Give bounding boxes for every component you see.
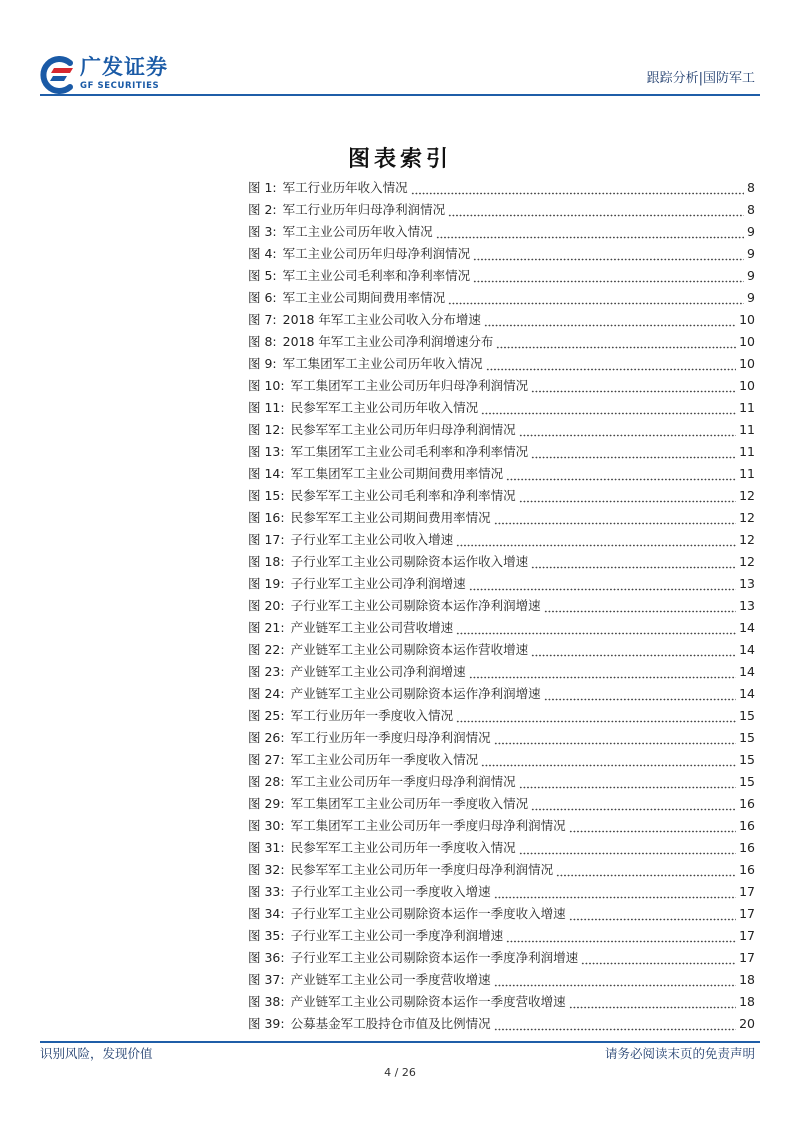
figure-index-entry — [248, 617, 755, 639]
dot-leader — [436, 221, 744, 243]
figure-page-number: 9 — [747, 268, 755, 283]
figure-page-number: 18 — [739, 972, 755, 987]
page-title: 图表索引 — [347, 147, 452, 172]
figure-title: 军工集团军工主业公司历年一季度归母净利润情况 — [290, 818, 566, 833]
figure-page-number: 12 — [739, 554, 755, 569]
figure-page-number: 9 — [747, 224, 755, 239]
figure-page-number: 15 — [739, 752, 755, 767]
figure-index-entry — [248, 397, 755, 419]
figure-title: 军工行业历年一季度归母净利润情况 — [290, 730, 491, 745]
figure-title: 民参军军工主业公司期间费用率情况 — [290, 510, 491, 525]
figure-title: 军工集团军工主业公司期间费用率情况 — [290, 466, 504, 481]
figure-label: 图 19: — [248, 576, 285, 591]
figure-label: 图 1: — [248, 180, 277, 195]
figure-title: 产业链军工主业公司营收增速 — [290, 620, 454, 635]
figure-title: 公募基金军工股持仓市值及比例情况 — [290, 1016, 491, 1031]
dot-leader — [519, 771, 736, 793]
footer-disclaimer-note: 请务必阅读末页的免责声明 — [604, 1046, 755, 1061]
figure-label: 图 3: — [248, 224, 277, 239]
footer-slogan: 识别风险，发现价值 — [40, 1046, 153, 1061]
figure-page-number: 14 — [739, 620, 755, 635]
dot-leader — [531, 375, 736, 397]
figure-label: 图 38: — [248, 994, 285, 1009]
figure-page-number: 8 — [747, 180, 755, 195]
dot-leader — [469, 661, 736, 683]
figure-title: 民参军军工主业公司毛利率和净利率情况 — [290, 488, 516, 503]
figure-page-number: 17 — [739, 884, 755, 899]
dot-leader — [456, 529, 736, 551]
gf-securities-logo-icon — [40, 56, 76, 94]
figure-label: 图 11: — [248, 400, 285, 415]
figure-index-entry — [248, 705, 755, 727]
figure-page-number: 12 — [739, 488, 755, 503]
dot-leader — [473, 243, 744, 265]
figure-label: 图 5: — [248, 268, 277, 283]
figure-page-number: 11 — [739, 400, 755, 415]
dot-leader — [569, 815, 736, 837]
dot-leader — [448, 199, 744, 221]
figure-page-number: 17 — [739, 928, 755, 943]
dot-leader — [581, 947, 736, 969]
figure-label: 图 9: — [248, 356, 277, 371]
dot-leader — [569, 903, 736, 925]
dot-leader — [531, 551, 736, 573]
figure-page-number: 18 — [739, 994, 755, 1009]
dot-leader — [481, 397, 736, 419]
dot-leader — [494, 969, 736, 991]
figure-index-entry — [248, 837, 755, 859]
figure-label: 图 31: — [248, 840, 285, 855]
figure-title: 军工集团军工主业公司历年归母净利润情况 — [290, 378, 529, 393]
figure-title: 子行业军工主业公司剔除资本运作收入增速 — [290, 554, 529, 569]
figure-index-entry — [248, 265, 755, 287]
dot-leader — [556, 859, 736, 881]
dot-leader — [519, 485, 736, 507]
figure-index-entry — [248, 925, 755, 947]
figure-label: 图 25: — [248, 708, 285, 723]
dot-leader — [456, 705, 736, 727]
figure-page-number: 9 — [747, 246, 755, 261]
dot-leader — [569, 991, 736, 1013]
figure-title: 2018 年军工主业公司收入分布增速 — [282, 312, 481, 327]
figure-title: 民参军军工主业公司历年收入情况 — [290, 400, 479, 415]
figure-title: 民参军军工主业公司历年一季度收入情况 — [290, 840, 516, 855]
figure-page-number: 14 — [739, 686, 755, 701]
figure-label: 图 30: — [248, 818, 285, 833]
figure-title: 2018 年军工主业公司净利润增速分布 — [282, 334, 494, 349]
figure-index-entry — [248, 1013, 755, 1035]
figure-title: 产业链军工主业公司一季度营收增速 — [290, 972, 491, 987]
dot-leader — [481, 749, 736, 771]
figure-page-number: 9 — [747, 290, 755, 305]
figure-label: 图 20: — [248, 598, 285, 613]
figure-page-number: 17 — [739, 906, 755, 921]
dot-leader — [469, 573, 736, 595]
figure-label: 图 12: — [248, 422, 285, 437]
figure-page-number: 11 — [739, 466, 755, 481]
dot-leader — [456, 617, 736, 639]
figure-label: 图 18: — [248, 554, 285, 569]
figure-title: 军工主业公司毛利率和净利率情况 — [282, 268, 471, 283]
figure-index-entry — [248, 353, 755, 375]
dot-leader — [484, 309, 736, 331]
figure-label: 图 34: — [248, 906, 285, 921]
figure-title: 产业链军工主业公司剔除资本运作营收增速 — [290, 642, 529, 657]
figure-page-number: 12 — [739, 532, 755, 547]
figure-page-number: 11 — [739, 422, 755, 437]
figure-title: 军工主业公司历年一季度收入情况 — [290, 752, 479, 767]
figure-page-number: 14 — [739, 664, 755, 679]
dot-leader — [486, 353, 736, 375]
figure-index-entry — [248, 243, 755, 265]
figure-label: 图 27: — [248, 752, 285, 767]
figure-label: 图 36: — [248, 950, 285, 965]
figure-label: 图 28: — [248, 774, 285, 789]
figure-label: 图 21: — [248, 620, 285, 635]
figure-title: 民参军军工主业公司历年一季度归母净利润情况 — [290, 862, 554, 877]
figure-label: 图 32: — [248, 862, 285, 877]
figure-title: 产业链军工主业公司剔除资本运作一季度营收增速 — [290, 994, 566, 1009]
dot-leader — [531, 639, 736, 661]
figure-label: 图 14: — [248, 466, 285, 481]
figure-label: 图 4: — [248, 246, 277, 261]
dot-leader — [531, 441, 736, 463]
figure-index-entry — [248, 793, 755, 815]
figure-page-number: 10 — [739, 334, 755, 349]
figure-index-entry — [248, 683, 755, 705]
figure-title: 子行业军工主业公司剔除资本运作一季度净利润增速 — [290, 950, 579, 965]
figure-page-number: 16 — [739, 796, 755, 811]
figure-index-entry — [248, 903, 755, 925]
dot-leader — [519, 837, 736, 859]
figure-index-entry — [248, 221, 755, 243]
figure-index-entry — [248, 771, 755, 793]
figure-index-entry — [248, 529, 755, 551]
figure-page-number: 17 — [739, 950, 755, 965]
figure-index-entry — [248, 331, 755, 353]
figure-label: 图 26: — [248, 730, 285, 745]
figure-index-entry — [248, 881, 755, 903]
figure-title: 子行业军工主业公司剔除资本运作净利润增速 — [290, 598, 541, 613]
figure-index-entry — [248, 309, 755, 331]
figure-title: 军工行业历年归母净利润情况 — [282, 202, 446, 217]
figure-title: 军工主业公司期间费用率情况 — [282, 290, 446, 305]
figure-label: 图 15: — [248, 488, 285, 503]
figure-index-entry — [248, 419, 755, 441]
figure-label: 图 10: — [248, 378, 285, 393]
figure-index-entry — [248, 507, 755, 529]
dot-leader — [473, 265, 744, 287]
figure-label: 图 29: — [248, 796, 285, 811]
dot-leader — [544, 683, 736, 705]
figure-title: 民参军军工主业公司历年归母净利润情况 — [290, 422, 516, 437]
figure-label: 图 24: — [248, 686, 285, 701]
figure-page-number: 12 — [739, 510, 755, 525]
figure-title: 军工集团军工主业公司毛利率和净利率情况 — [290, 444, 529, 459]
dot-leader — [494, 727, 736, 749]
figure-page-number: 16 — [739, 840, 755, 855]
figure-page-number: 20 — [739, 1016, 755, 1031]
figure-index-entry — [248, 991, 755, 1013]
figure-label: 图 7: — [248, 312, 277, 327]
figure-index-entry — [248, 485, 755, 507]
figure-label: 图 8: — [248, 334, 277, 349]
header-divider — [40, 94, 760, 96]
figure-label: 图 2: — [248, 202, 277, 217]
figure-title: 子行业军工主业公司剔除资本运作一季度收入增速 — [290, 906, 566, 921]
figure-label: 图 33: — [248, 884, 285, 899]
figure-index-entry — [248, 947, 755, 969]
logo-chinese-name: 广发证券 — [80, 55, 168, 79]
figure-label: 图 17: — [248, 532, 285, 547]
figure-label: 图 6: — [248, 290, 277, 305]
dot-leader — [494, 1013, 736, 1035]
figure-page-number: 11 — [739, 444, 755, 459]
dot-leader — [506, 463, 736, 485]
figure-index-list — [248, 177, 755, 1035]
figure-title: 子行业军工主业公司收入增速 — [290, 532, 454, 547]
figure-index-entry — [248, 859, 755, 881]
figure-page-number: 13 — [739, 576, 755, 591]
figure-label: 图 35: — [248, 928, 285, 943]
figure-page-number: 10 — [739, 378, 755, 393]
figure-label: 图 39: — [248, 1016, 285, 1031]
figure-label: 图 16: — [248, 510, 285, 525]
figure-page-number: 15 — [739, 708, 755, 723]
figure-page-number: 15 — [739, 730, 755, 745]
figure-label: 图 13: — [248, 444, 285, 459]
footer-divider — [40, 1041, 760, 1043]
figure-title: 军工集团军工主业公司历年收入情况 — [282, 356, 483, 371]
figure-page-number: 15 — [739, 774, 755, 789]
figure-page-number: 13 — [739, 598, 755, 613]
dot-leader — [506, 925, 736, 947]
figure-index-entry — [248, 639, 755, 661]
figure-index-entry — [248, 177, 755, 199]
figure-index-entry — [248, 969, 755, 991]
dot-leader — [411, 177, 744, 199]
dot-leader — [494, 881, 736, 903]
figure-page-number: 16 — [739, 862, 755, 877]
figure-label: 图 37: — [248, 972, 285, 987]
figure-index-entry — [248, 375, 755, 397]
figure-index-entry — [248, 727, 755, 749]
figure-title: 子行业军工主业公司净利润增速 — [290, 576, 466, 591]
figure-title: 产业链军工主业公司剔除资本运作净利润增速 — [290, 686, 541, 701]
figure-title: 子行业军工主业公司一季度净利润增速 — [290, 928, 504, 943]
dot-leader — [531, 793, 736, 815]
figure-page-number: 14 — [739, 642, 755, 657]
figure-index-entry — [248, 441, 755, 463]
figure-page-number: 16 — [739, 818, 755, 833]
logo-english-name: GF SECURITIES — [80, 81, 160, 91]
page-number: 4 / 26 — [384, 1066, 416, 1079]
figure-index-entry — [248, 595, 755, 617]
report-category: 跟踪分析|国防军工 — [646, 71, 755, 86]
figure-index-entry — [248, 199, 755, 221]
figure-title: 军工集团军工主业公司历年一季度收入情况 — [290, 796, 529, 811]
figure-title: 产业链军工主业公司净利润增速 — [290, 664, 466, 679]
figure-index-entry — [248, 749, 755, 771]
figure-title: 军工主业公司历年一季度归母净利润情况 — [290, 774, 516, 789]
figure-title: 军工行业历年收入情况 — [282, 180, 408, 195]
dot-leader — [544, 595, 736, 617]
dot-leader — [519, 419, 736, 441]
figure-title: 子行业军工主业公司一季度收入增速 — [290, 884, 491, 899]
dot-leader — [448, 287, 744, 309]
dot-leader — [494, 507, 736, 529]
figure-page-number: 10 — [739, 356, 755, 371]
figure-label: 图 22: — [248, 642, 285, 657]
figure-index-entry — [248, 287, 755, 309]
figure-title: 军工主业公司历年归母净利润情况 — [282, 246, 471, 261]
figure-title: 军工行业历年一季度收入情况 — [290, 708, 454, 723]
company-logo — [40, 54, 170, 96]
figure-label: 图 23: — [248, 664, 285, 679]
figure-index-entry — [248, 661, 755, 683]
figure-index-entry — [248, 815, 755, 837]
figure-index-entry — [248, 573, 755, 595]
figure-index-entry — [248, 463, 755, 485]
figure-page-number: 10 — [739, 312, 755, 327]
figure-title: 军工主业公司历年收入情况 — [282, 224, 433, 239]
figure-index-entry — [248, 551, 755, 573]
figure-page-number: 8 — [747, 202, 755, 217]
dot-leader — [496, 331, 736, 353]
